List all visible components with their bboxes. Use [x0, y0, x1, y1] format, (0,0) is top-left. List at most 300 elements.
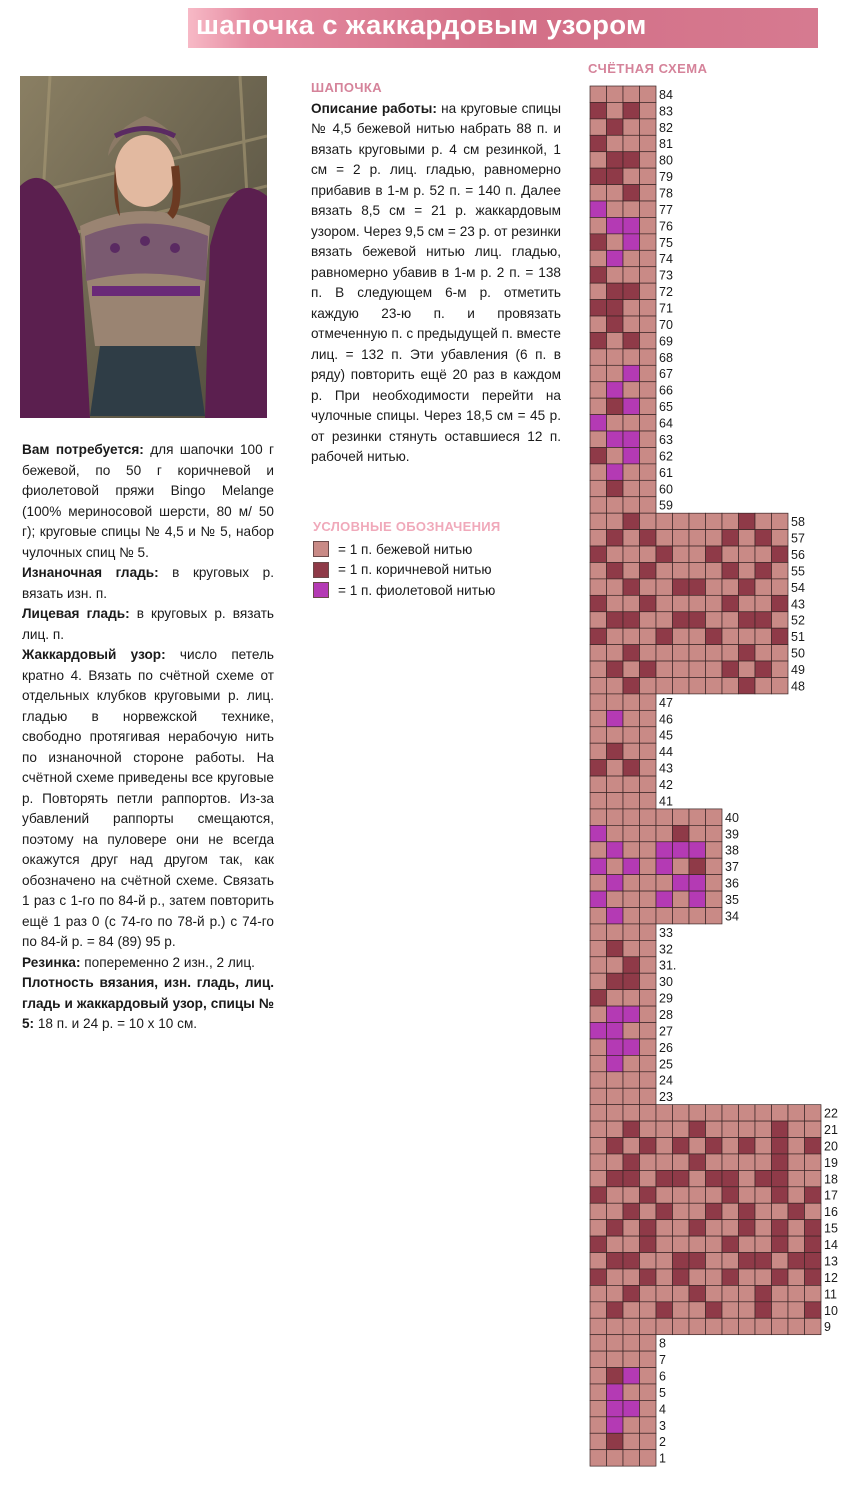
chart-cell: [640, 480, 657, 496]
chart-cell: [805, 1138, 822, 1154]
chart-cell: [623, 168, 640, 184]
chart-cell: [772, 677, 789, 693]
chart-cell: [623, 595, 640, 611]
chart-cell: [656, 661, 673, 677]
chart-cell: [640, 760, 657, 776]
chart-cell: [739, 612, 756, 628]
chart-cell: [590, 1335, 607, 1351]
chart-cell: [590, 842, 607, 858]
chart-cell: [805, 1105, 822, 1121]
chart-cell: [590, 1154, 607, 1170]
chart-cell: [623, 628, 640, 644]
chart-cell: [590, 1318, 607, 1334]
chart-cell: [623, 497, 640, 513]
chart-cell: [640, 1318, 657, 1334]
chart-cell: [739, 661, 756, 677]
chart-cell: [772, 628, 789, 644]
chart-cell: [590, 1187, 607, 1203]
chart-cell: [772, 1318, 789, 1334]
chart-cell: [640, 1253, 657, 1269]
chart-row-label: 7: [659, 1353, 666, 1368]
chart-cell: [623, 1335, 640, 1351]
chart-cell: [673, 1253, 690, 1269]
chart-cell: [755, 1154, 772, 1170]
chart-cell: [623, 332, 640, 348]
chart-cell: [623, 940, 640, 956]
chart-cell: [656, 677, 673, 693]
page-title: шапочка с жаккардовым узором: [196, 10, 647, 40]
chart-cell: [772, 1121, 789, 1137]
chart-cell: [772, 1187, 789, 1203]
chart-cell: [805, 1269, 822, 1285]
chart-cell: [656, 612, 673, 628]
chart-cell: [607, 1318, 624, 1334]
chart-cell: [590, 924, 607, 940]
chart-cell: [689, 595, 706, 611]
chart-cell: [607, 102, 624, 118]
chart-cell: [590, 1236, 607, 1252]
chart-cell: [590, 1450, 607, 1466]
chart-cell: [607, 924, 624, 940]
chart-cell: [640, 300, 657, 316]
chart-row-label: 42: [659, 777, 673, 792]
chart-row-label: 80: [659, 153, 673, 168]
chart-cell: [590, 1088, 607, 1104]
chart-cell: [607, 1450, 624, 1466]
chart-cell: [640, 250, 657, 266]
chart-cell: [640, 530, 657, 546]
chart-cell: [607, 743, 624, 759]
chart-cell: [590, 1285, 607, 1301]
chart-cell: [706, 562, 723, 578]
chart-cell: [706, 1138, 723, 1154]
chart-cell: [640, 1154, 657, 1170]
chart-cell: [640, 809, 657, 825]
chart-cell: [739, 1154, 756, 1170]
chart-cell: [623, 1384, 640, 1400]
chart-cell: [772, 661, 789, 677]
chart-cell: [656, 1138, 673, 1154]
chart-cell: [755, 677, 772, 693]
chart-cell: [623, 1253, 640, 1269]
chart-cell: [607, 1236, 624, 1252]
chart-cell: [590, 1269, 607, 1285]
chart-cell: [689, 875, 706, 891]
chart-cell: [640, 1203, 657, 1219]
chart-cell: [623, 398, 640, 414]
chart-cell: [788, 1318, 805, 1334]
chart-cell: [673, 645, 690, 661]
chart-cell: [755, 1318, 772, 1334]
chart-cell: [623, 760, 640, 776]
chart-cell: [673, 842, 690, 858]
chart-cell: [640, 1384, 657, 1400]
chart-row-label: 4: [659, 1402, 666, 1417]
chart-cell: [623, 152, 640, 168]
chart-cell: [656, 842, 673, 858]
chart-cell: [640, 908, 657, 924]
chart-cell: [739, 1236, 756, 1252]
knit-label: Лицевая гладь:: [22, 606, 130, 621]
chart-cell: [623, 809, 640, 825]
chart-cell: [772, 579, 789, 595]
chart-cell: [640, 1351, 657, 1367]
chart-cell: [607, 595, 624, 611]
chart-cell: [640, 595, 657, 611]
chart-cell: [805, 1253, 822, 1269]
chart-cell: [607, 825, 624, 841]
chart-cell: [772, 645, 789, 661]
chart-cell: [607, 530, 624, 546]
chart-cell: [590, 480, 607, 496]
chart-cell: [640, 825, 657, 841]
chart-cell: [590, 776, 607, 792]
chart-cell: [607, 168, 624, 184]
chart-cell: [623, 1138, 640, 1154]
chart-cell: [805, 1318, 822, 1334]
chart-cell: [739, 1269, 756, 1285]
chart-cell: [640, 546, 657, 562]
chart-cell: [640, 135, 657, 151]
chart-cell: [590, 1253, 607, 1269]
chart-cell: [623, 1023, 640, 1039]
instructions-label: Описание работы:: [311, 100, 437, 116]
chart-cell: [739, 1203, 756, 1219]
chart-cell: [656, 628, 673, 644]
chart-cell: [640, 891, 657, 907]
chart-cell: [623, 710, 640, 726]
chart-cell: [755, 562, 772, 578]
chart-row-label: 67: [659, 367, 673, 382]
chart-row-label: 78: [659, 186, 673, 201]
chart-cell: [640, 1285, 657, 1301]
chart-cell: [623, 530, 640, 546]
chart-cell: [607, 908, 624, 924]
chart-cell: [623, 743, 640, 759]
chart-cell: [623, 1351, 640, 1367]
chart-cell: [673, 628, 690, 644]
chart-row-label: 72: [659, 285, 673, 300]
chart-row-label: 36: [725, 876, 739, 891]
chart-cell: [772, 1302, 789, 1318]
chart-cell: [788, 1154, 805, 1170]
chart-cell: [590, 710, 607, 726]
chart-cell: [706, 1187, 723, 1203]
chart-cell: [590, 415, 607, 431]
chart-cell: [722, 1138, 739, 1154]
chart-cell: [623, 1121, 640, 1137]
chart-row-label: 54: [791, 580, 805, 595]
chart-cell: [640, 1400, 657, 1416]
chart-row-label: 79: [659, 170, 673, 185]
chart-cell: [607, 135, 624, 151]
chart-cell: [640, 924, 657, 940]
chart-cell: [590, 792, 607, 808]
chart-cell: [772, 1253, 789, 1269]
chart-cell: [607, 283, 624, 299]
chart-cell: [755, 1138, 772, 1154]
chart-cell: [590, 973, 607, 989]
chart-title: СЧЁТНАЯ СХЕМА: [588, 61, 708, 76]
chart-cell: [623, 1285, 640, 1301]
knit-text: в круговых р. вязать лиц. п.: [22, 606, 274, 642]
chart-cell: [623, 875, 640, 891]
chart-cell: [623, 776, 640, 792]
chart-row-label: 17: [824, 1188, 838, 1203]
chart-cell: [706, 1154, 723, 1170]
section-heading-hat: ШАПОЧКА: [311, 80, 382, 95]
chart-cell: [623, 858, 640, 874]
chart-cell: [640, 1072, 657, 1088]
chart-cell: [640, 152, 657, 168]
chart-cell: [623, 825, 640, 841]
chart-cell: [706, 908, 723, 924]
chart-cell: [755, 1220, 772, 1236]
chart-cell: [607, 415, 624, 431]
chart-cell: [623, 300, 640, 316]
chart-cell: [623, 957, 640, 973]
chart-row-label: 69: [659, 334, 673, 349]
chart-cell: [706, 677, 723, 693]
chart-cell: [607, 497, 624, 513]
chart-cell: [607, 1203, 624, 1219]
rib-text: попеременно 2 изн., 2 лиц.: [80, 954, 255, 970]
chart-cell: [805, 1302, 822, 1318]
chart-row-label: 74: [659, 252, 673, 267]
chart-cell: [755, 1236, 772, 1252]
chart-cell: [772, 1285, 789, 1301]
chart-cell: [788, 1236, 805, 1252]
chart-cell: [590, 940, 607, 956]
chart-cell: [689, 1154, 706, 1170]
chart-cell: [640, 513, 657, 529]
chart-cell: [788, 1269, 805, 1285]
chart-cell: [607, 891, 624, 907]
chart-cell: [640, 940, 657, 956]
chart-cell: [623, 842, 640, 858]
chart-row-label: 56: [791, 547, 805, 562]
chart-cell: [673, 1302, 690, 1318]
chart-cell: [689, 1220, 706, 1236]
chart-cell: [656, 1154, 673, 1170]
chart-cell: [623, 1368, 640, 1384]
chart-cell: [722, 1187, 739, 1203]
chart-cell: [673, 661, 690, 677]
chart-cell: [722, 595, 739, 611]
legend-label: = 1 п. фиолетовой нитью: [338, 582, 496, 598]
chart-cell: [739, 1253, 756, 1269]
chart-cell: [623, 694, 640, 710]
chart-cell: [689, 1187, 706, 1203]
chart-cell: [590, 990, 607, 1006]
chart-cell: [739, 1187, 756, 1203]
chart-cell: [640, 1170, 657, 1186]
chart-row-label: 28: [659, 1008, 673, 1023]
chart-cell: [623, 283, 640, 299]
chart-cell: [689, 1170, 706, 1186]
chart-cell: [607, 119, 624, 135]
chart-cell: [607, 1055, 624, 1071]
chart-cell: [590, 1138, 607, 1154]
chart-cell: [607, 234, 624, 250]
chart-cell: [788, 1105, 805, 1121]
chart-cell: [656, 595, 673, 611]
chart-cell: [623, 382, 640, 398]
chart-cell: [623, 267, 640, 283]
chart-cell: [722, 1105, 739, 1121]
gauge-label: Плотность вязания, изн. гладь, лиц. гладь и жаккардовый узор, спицы № 5:: [22, 975, 274, 1031]
chart-cell: [656, 1269, 673, 1285]
chart-cell: [590, 332, 607, 348]
chart-cell: [590, 250, 607, 266]
chart-cell: [755, 1170, 772, 1186]
chart-cell: [755, 1121, 772, 1137]
chart-cell: [739, 1170, 756, 1186]
chart-cell: [673, 595, 690, 611]
chart-cell: [623, 316, 640, 332]
chart-row-label: 48: [791, 679, 805, 694]
chart-cell: [689, 842, 706, 858]
chart-cell: [722, 628, 739, 644]
chart-cell: [640, 382, 657, 398]
chart-row-label: 57: [791, 531, 805, 546]
chart-row-label: 62: [659, 449, 673, 464]
chart-cell: [722, 546, 739, 562]
chart-cell: [689, 579, 706, 595]
chart-row-label: 24: [659, 1073, 673, 1088]
chart-cell: [772, 1220, 789, 1236]
chart-cell: [755, 546, 772, 562]
chart-cell: [722, 1318, 739, 1334]
gauge-text: 18 п. и 24 р. = 10 х 10 см.: [34, 1016, 198, 1031]
chart-cell: [607, 579, 624, 595]
materials-label: Вам потребуется:: [22, 442, 144, 457]
chart-cell: [673, 1154, 690, 1170]
chart-cell: [706, 1236, 723, 1252]
chart-cell: [623, 562, 640, 578]
chart-cell: [607, 1302, 624, 1318]
chart-row-label: 37: [725, 860, 739, 875]
chart-cell: [640, 842, 657, 858]
chart-cell: [640, 1187, 657, 1203]
chart-cell: [623, 86, 640, 102]
chart-cell: [590, 447, 607, 463]
chart-row-label: 31.: [659, 958, 677, 973]
chart-cell: [607, 562, 624, 578]
chart-cell: [656, 562, 673, 578]
chart-cell: [673, 530, 690, 546]
chart-row-label: 9: [824, 1320, 831, 1335]
chart-cell: [673, 1121, 690, 1137]
chart-cell: [640, 217, 657, 233]
chart-cell: [623, 579, 640, 595]
chart-cell: [623, 1220, 640, 1236]
chart-cell: [656, 645, 673, 661]
chart-cell: [590, 267, 607, 283]
chart-cell: [656, 579, 673, 595]
chart-cell: [673, 1318, 690, 1334]
chart-cell: [706, 530, 723, 546]
chart-row-label: 32: [659, 942, 673, 957]
chart-cell: [623, 924, 640, 940]
chart-cell: [788, 1285, 805, 1301]
chart-cell: [607, 316, 624, 332]
chart-cell: [706, 1203, 723, 1219]
chart-cell: [689, 1236, 706, 1252]
chart-row-label: 52: [791, 613, 805, 628]
chart-cell: [607, 957, 624, 973]
chart-row-label: 55: [791, 564, 805, 579]
chart-row-label: 19: [824, 1155, 838, 1170]
chart-cell: [689, 1121, 706, 1137]
purl-label: Изнаночная гладь:: [22, 565, 159, 580]
chart-cell: [722, 1170, 739, 1186]
chart-row-label: 71: [659, 301, 673, 316]
chart-cell: [607, 973, 624, 989]
chart-cell: [640, 1450, 657, 1466]
chart-cell: [607, 267, 624, 283]
chart-cell: [590, 727, 607, 743]
chart-cell: [739, 1138, 756, 1154]
chart-cell: [590, 1170, 607, 1186]
chart-cell: [689, 1105, 706, 1121]
chart-cell: [607, 480, 624, 496]
chart-cell: [590, 875, 607, 891]
chart-row-label: 3: [659, 1418, 666, 1433]
chart-cell: [623, 135, 640, 151]
chart-cell: [590, 365, 607, 381]
chart-cell: [805, 1121, 822, 1137]
chart-cell: [722, 677, 739, 693]
chart-row-label: 30: [659, 975, 673, 990]
chart-cell: [607, 398, 624, 414]
chart-row-label: 83: [659, 104, 673, 119]
chart-row-label: 34: [725, 909, 739, 924]
chart-row-label: 61: [659, 465, 673, 480]
chart-cell: [722, 513, 739, 529]
chart-row-label: 35: [725, 893, 739, 907]
chart-cell: [640, 1023, 657, 1039]
chart-cell: [656, 1203, 673, 1219]
chart-cell: [673, 825, 690, 841]
chart-cell: [623, 1417, 640, 1433]
chart-cell: [590, 661, 607, 677]
chart-row-label: 76: [659, 219, 673, 234]
chart-cell: [623, 1006, 640, 1022]
chart-cell: [590, 760, 607, 776]
chart-cell: [689, 1253, 706, 1269]
chart-cell: [590, 1384, 607, 1400]
chart-row-label: 23: [659, 1090, 673, 1105]
chart-cell: [640, 776, 657, 792]
chart-cell: [640, 431, 657, 447]
chart-cell: [640, 201, 657, 217]
chart-cell: [607, 760, 624, 776]
chart-cell: [706, 595, 723, 611]
chart-cell: [788, 1203, 805, 1219]
chart-cell: [590, 185, 607, 201]
chart-cell: [640, 1236, 657, 1252]
chart-cell: [656, 1170, 673, 1186]
chart-cell: [772, 1236, 789, 1252]
chart-cell: [656, 1285, 673, 1301]
chart-cell: [640, 168, 657, 184]
chart-cell: [590, 645, 607, 661]
chart-cell: [772, 1105, 789, 1121]
chart-cell: [590, 135, 607, 151]
chart-cell: [706, 809, 723, 825]
chart-cell: [623, 1236, 640, 1252]
